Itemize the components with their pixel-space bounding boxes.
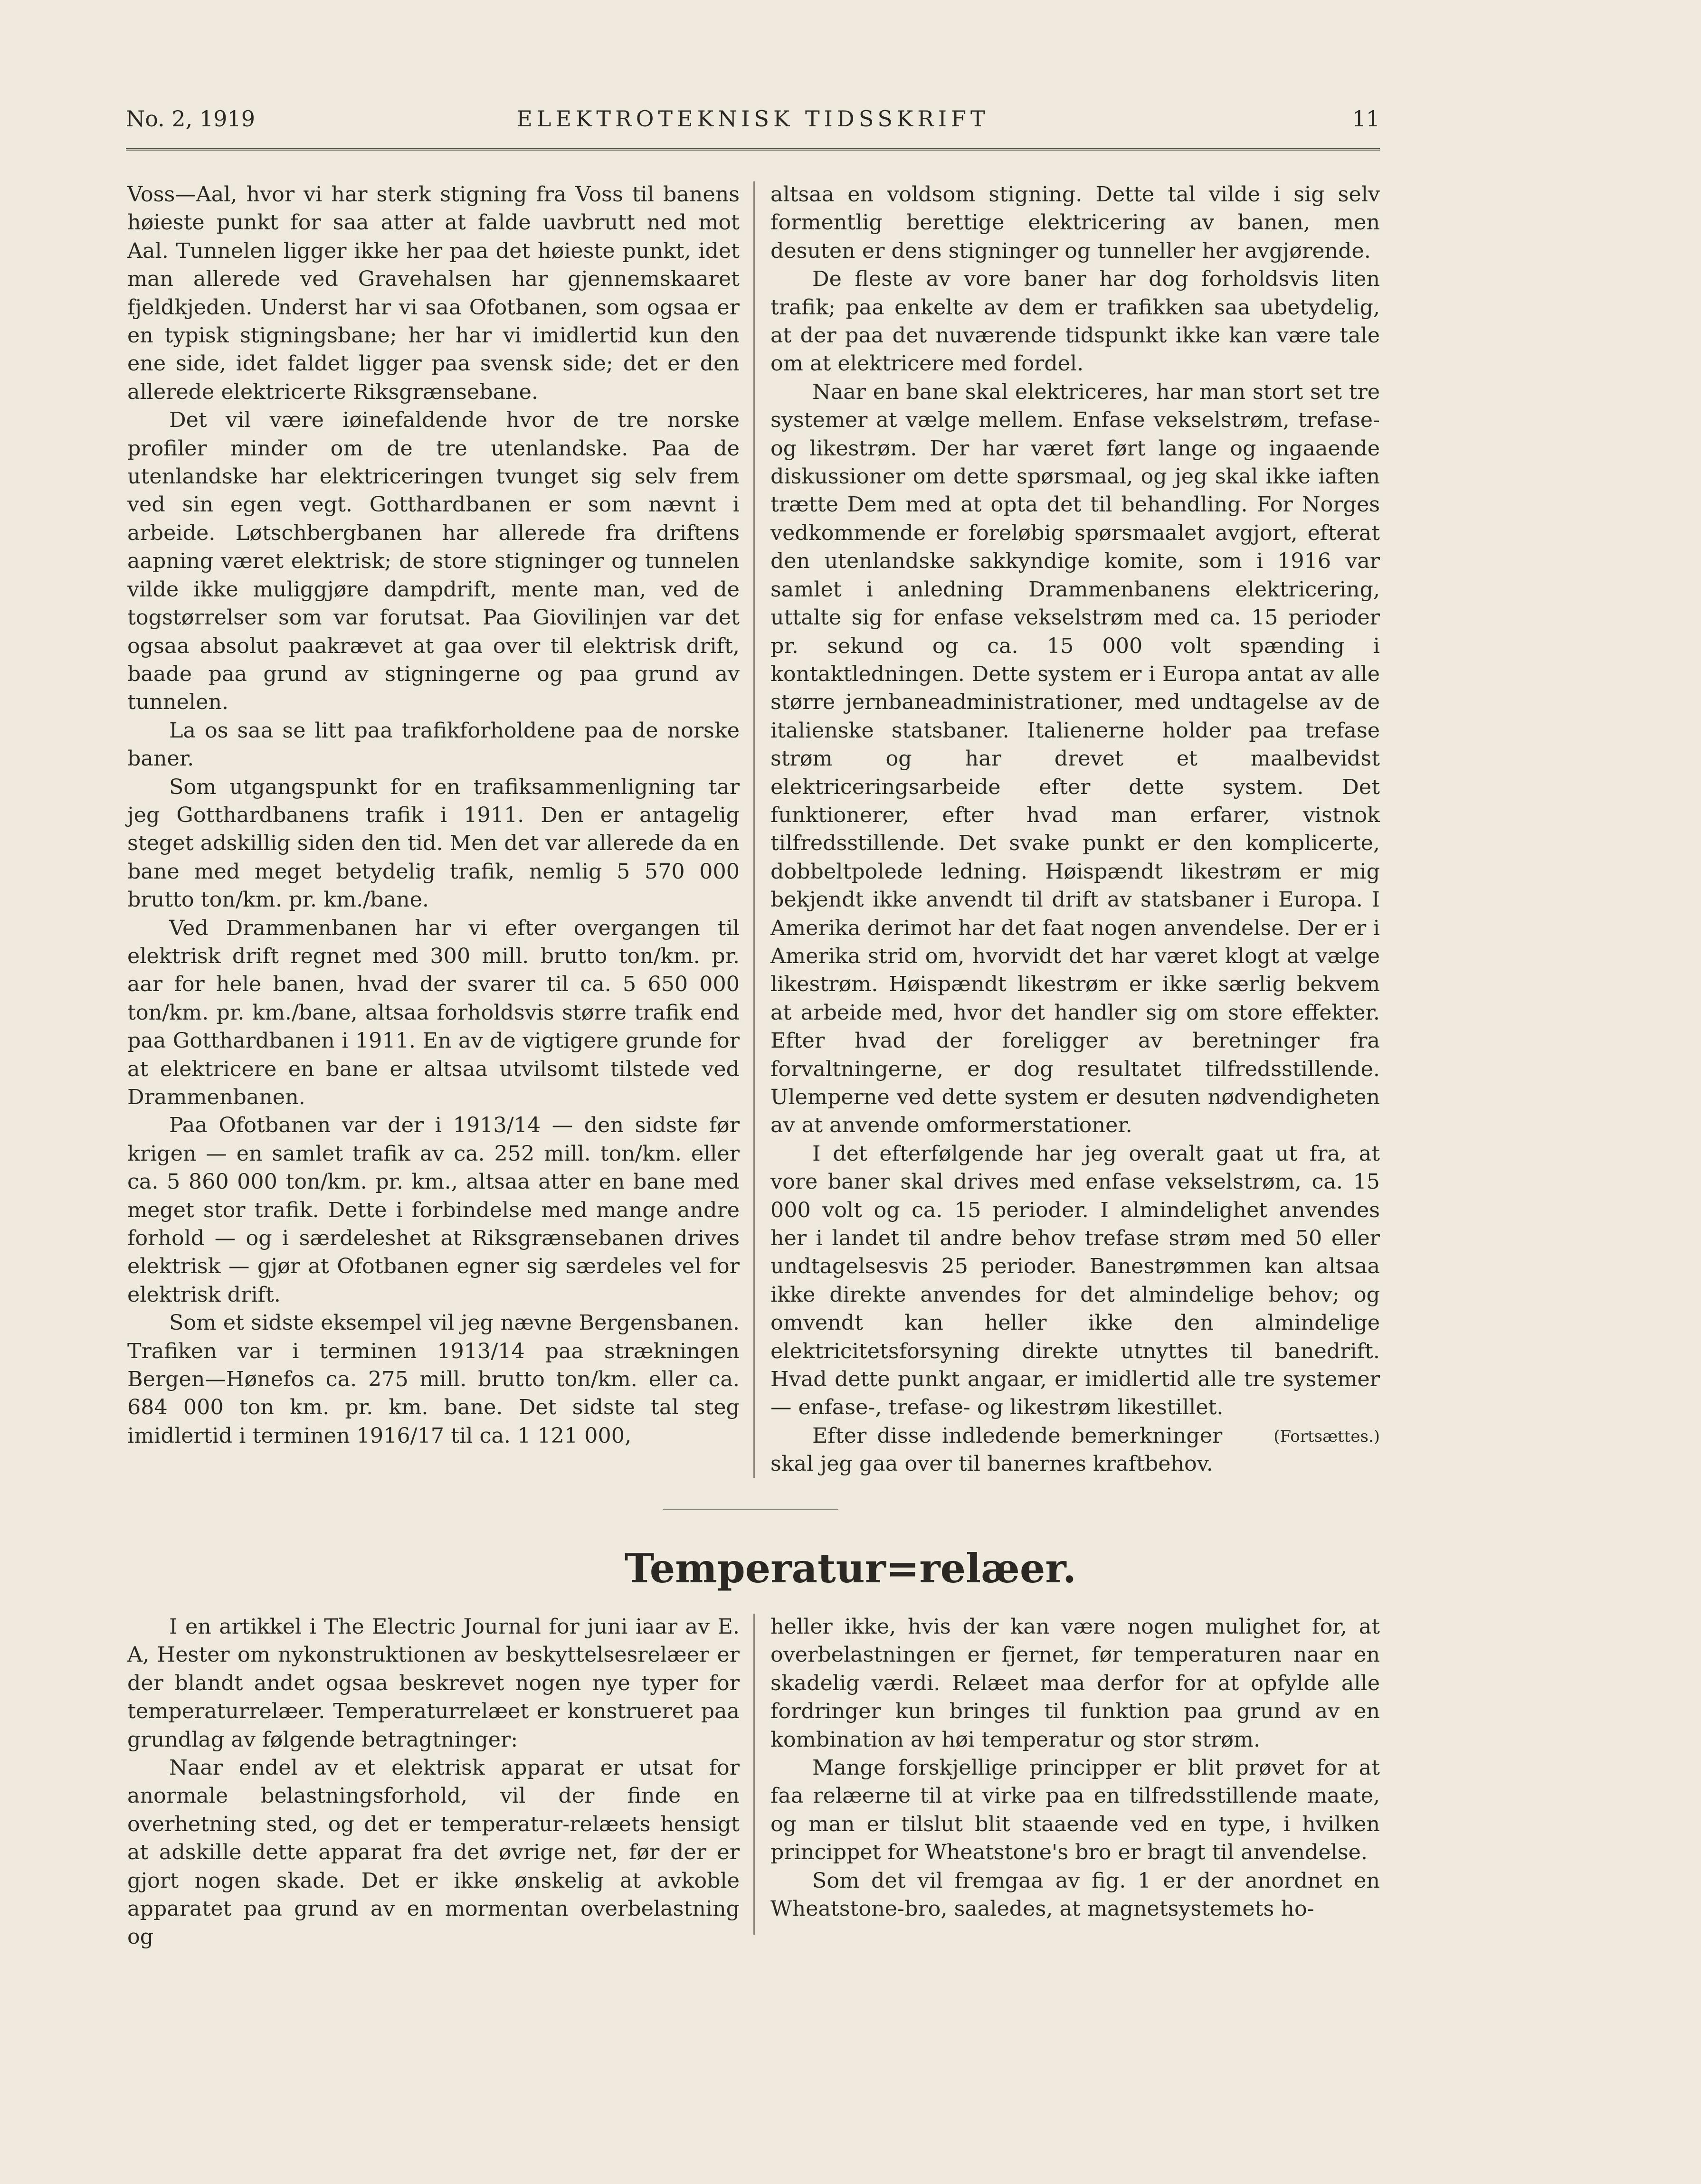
article1-column-left (127, 180, 740, 1450)
paragraph: heller ikke, hvis der kan være nogen mulighet for, at overbelastningen er fjernet, før temperaturen naar en skadelig værdi. Relæet maa derfor for at opfylde alle fordringer kun bringes til funktion paa grund av en kombination av høi temperatur og stor strøm. (770, 1615, 1380, 1752)
running-header (126, 104, 1380, 138)
paragraph-text: Efter disse indledende bemerkninger skal jeg gaa over til banernes kraftbehov. (770, 1423, 1223, 1476)
paragraph: altsaa en voldsom stigning. Dette tal vilde i sig selv formentlig berettige elektricering av banen, men desuten er dens stigninger og tunneller her avgjørende. (770, 182, 1380, 263)
paragraph: Mange forskjellige principper er blit prøvet for at faa relæerne til at virke paa en tilfredsstillende maate, og man er tilslut blit staaende ved en type, i hvilken princippet for Wheatstone's bro er bragt til anvendelse. (770, 1756, 1380, 1865)
article-title: Temperatur=relæer. (624, 1545, 1077, 1592)
paragraph: Som et sidste eksempel vil jeg nævne Bergensbanen. Trafiken var i terminen 1913/14 paa strækningen Bergen—Hønefos ca. 275 mill. brutto ton/km. eller ca. 684 000 ton km. pr. km. bane. Det sidste tal steg imidlertid i terminen 1916/17 til ca. 1 121 000, (127, 1311, 740, 1448)
paragraph: De fleste av vore baner har dog forholdsvis liten trafik; paa enkelte av dem er trafikken saa ubetydelig, at der paa det nuværende tidspunkt ikke kan være tale om at elektricere med fordel. (770, 267, 1380, 376)
article2-column-right (770, 1613, 1380, 1923)
paragraph-last (770, 1422, 1380, 1478)
header-rule (126, 148, 1380, 153)
paragraph: Ved Drammenbanen har vi efter overgangen til elektrisk drift regnet med 300 mill. brutto ton/km. pr. aar for hele banen, hvad der svarer til ca. 5 650 000 ton/km. pr. km./bane, altsaa forholdsvis større trafik end paa Gotthardbanen i 1911. En av de vigtigere grunde for at elektricere en bane er altsaa utvilsomt tilstede ved Drammenbanen. (127, 916, 740, 1109)
paragraph: Som det vil fremgaa av fig. 1 er der anordnet en Wheatstone-bro, saaledes, at magnetsystemets ho- (770, 1868, 1380, 1921)
paragraph: I en artikkel i The Electric Journal for juni iaar av E. A, Hester om nykonstruktionen av beskyttelsesrelæer er der blandt andet ogsaa beskrevet nogen nye typer for temperaturrelæer. Temperaturrelæet er konstrueret paa grundlag av følgende betragtninger: (127, 1615, 740, 1752)
column-divider (753, 181, 755, 1478)
paragraph: Det vil være iøinefaldende hvor de tre norske profiler minder om de tre utenlandske. Paa de utenlandske har elektriceringen tvunget sig selv frem ved sin egen vegt. Gotthardbanen er som nævnt i arbeide. Løtschbergbanen har allerede fra driftens aapning været elektrisk; de store stigninger og tunnelen vilde ikke muliggjøre dampdrift, mente man, ved de togstørrelser som var forutsat. Paa Giovilinjen var det ogsaa absolut paakrævet at gaa over til elektrisk drift, baade paa grund av stigningerne og paa grund av tunnelen. (127, 408, 740, 715)
article1-column-right (770, 180, 1380, 1478)
paragraph: Naar en bane skal elektriceres, har man stort set tre systemer at vælge mellem. Enfase vekselstrøm, trefase- og likestrøm. Der har været ført lange og ingaaende diskussioner om dette spørsmaal, og jeg skal ikke iaften trætte Dem med at opta det til behandling. For Norges vedkommende er foreløbig spørsmaalet avgjort, efterat den utenlandske sakkyndige komite, som i 1916 var samlet i anledning Drammenbanens elektricering, uttalte sig for enfase vekselstrøm med ca. 15 perioder pr. sekund og ca. 15 000 volt spænding i kontaktledningen. Dette system er i Europa antat av alle større jernbaneadministrationer, med undtagelse av de italienske statsbaner. Italienerne holder paa trefase strøm og har drevet et maalbevidst elektriceringsarbeide efter dette system. Det funktionerer, efter hvad man erfarer, vistnok tilfredsstillende. Det svake punkt er den komplicerte, dobbeltpolede ledning. Høispændt likestrøm er mig bekjendt ikke anvendt til drift av statsbaner i Europa. I Amerika derimot har det faat nogen anvendelse. Der er i Amerika strid om, hvorvidt det har været klogt at vælge likestrøm. Høispændt likestrøm er ikke særlig bekvem at arbeide med, hvor det handler sig om store effekter. Efter hvad der foreligger av beretninger fra forvaltningerne, er dog resultatet tilfredsstillende. Ulemperne ved dette system er desuten nødvendigheten av at anvende omformerstationer. (770, 379, 1380, 1138)
continued-note: (Fortsættes.) (1273, 1427, 1380, 1446)
issue-number: No. 2, 1919 (126, 106, 255, 132)
page-number: 11 (1352, 106, 1380, 132)
journal-title: ELEKTROTEKNISK TIDSSKRIFT (516, 106, 989, 132)
paragraph: Naar endel av et elektrisk apparat er utsat for anormale belastningsforhold, vil der finde en overhetning sted, og det er temperatur-relæets hensigt at adskille dette apparat fra det øvrige net, før der er gjort nogen skade. Det er ikke ønskelig at avkoble apparatet paa grund av en mormentan overbelastning og (127, 1756, 740, 1949)
paragraph: I det efterfølgende har jeg overalt gaat ut fra, at vore baner skal drives med enfase vekselstrøm, ca. 15 000 volt og ca. 15 perioder. I almindelighet anvendes her i landet til andre behov trefase strøm med 50 eller undtagelsesvis 25 perioder. Banestrømmen kan altsaa ikke direkte anvendes for det almindelige behov; og omvendt kan heller ikke den almindelige elektricitetsforsyning direkte utnyttes til banedrift. Hvad dette punkt angaar, er imidlertid alle tre systemer — enfase-, trefase- og likestrøm likestillet. (770, 1141, 1380, 1420)
article2-column-left (127, 1613, 740, 1951)
paragraph: Voss—Aal, hvor vi har sterk stigning fra Voss til banens høieste punkt for saa atter at falde uavbrutt ned mot Aal. Tunnelen ligger ikke her paa det høieste punkt, idet man allerede ved Gravehalsen har gjennemskaaret fjeldkjeden. Underst har vi saa Ofotbanen, som ogsaa er en typisk stigningsbane; her har vi imidlertid kun den ene side, idet faldet ligger paa svensk side; det er den allerede elektricerte Riksgrænsebane. (127, 182, 740, 404)
paragraph: La os saa se litt paa trafikforholdene paa de norske baner. (127, 718, 740, 771)
column-divider (753, 1614, 755, 1935)
paragraph: Som utgangspunkt for en trafiksammenligning tar jeg Gotthardbanens trafik i 1911. Den er antagelig steget adskillig siden den tid. Men det var allerede da en bane med meget betydelig trafik, nemlig 5 570 000 brutto ton/km. pr. km./bane. (127, 775, 740, 912)
paragraph: Paa Ofotbanen var der i 1913/14 — den sidste før krigen — en samlet trafik av ca. 252 mill. ton/km. eller ca. 5 860 000 ton/km. pr. km., altsaa atter en bane med meget stor trafik. Dette i forbindelse med mange andre forhold — og i særdeleshet at Riksgrænsebanen drives elektrisk — gjør at Ofotbanen egner sig særdeles vel for elektrisk drift. (127, 1113, 740, 1307)
section-rule (663, 1509, 838, 1510)
